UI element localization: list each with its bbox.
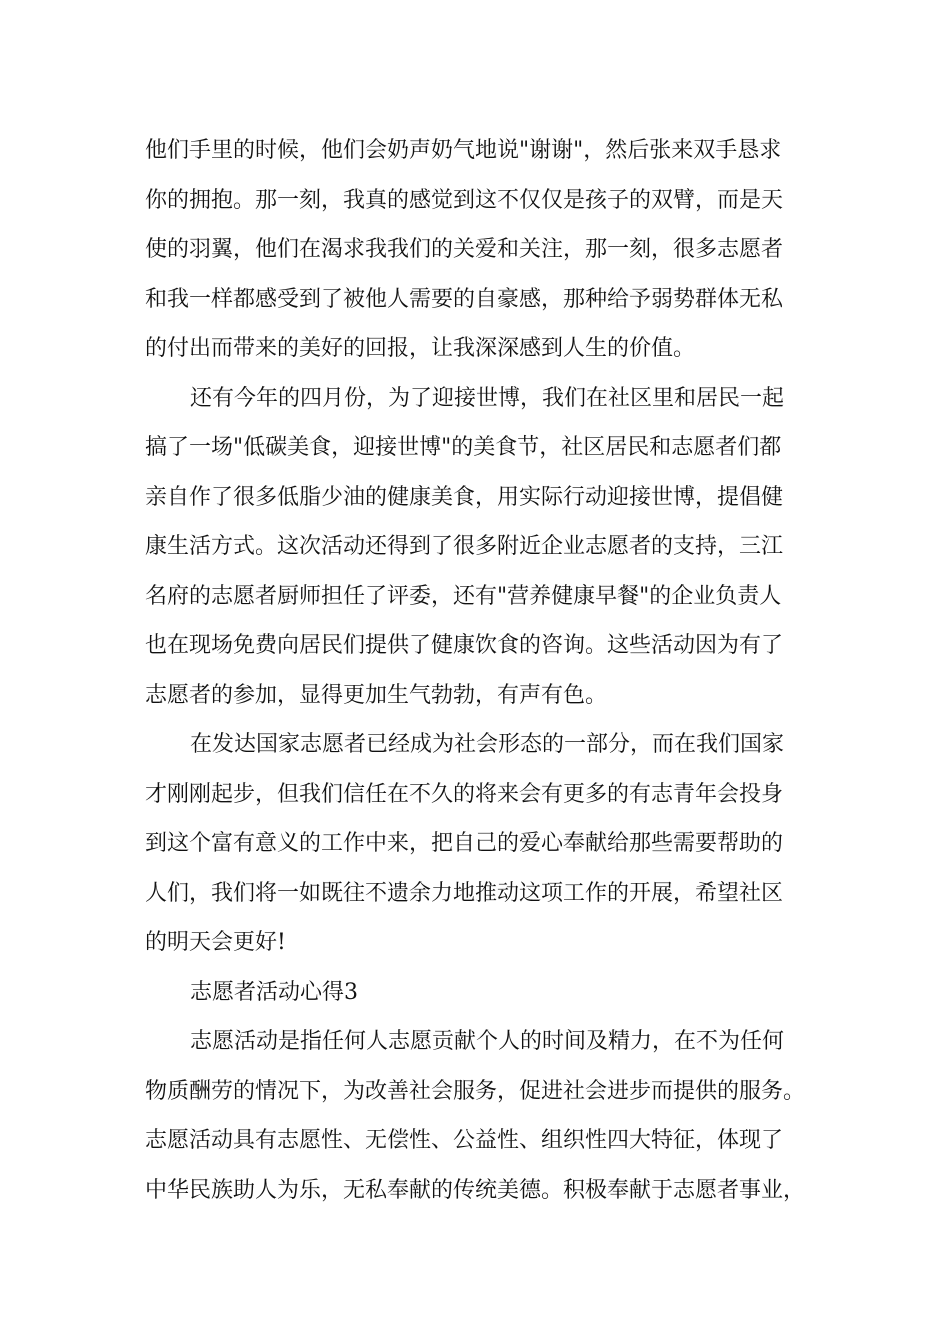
paragraph-volunteer-definition — [145, 1017, 830, 1215]
text-line: 他们手里的时候，他们会奶声奶气地说"谢谢"，然后张来双手恳求 — [145, 138, 782, 163]
text-line: 志愿活动是指任何人志愿贡献个人的时间及精力，在不为任何 — [190, 1029, 785, 1054]
paragraph-developed-countries — [145, 720, 830, 968]
text-line: 你的拥抱。那一刻，我真的感觉到这不仅仅是孩子的双臂，而是天 — [145, 187, 784, 213]
text-line: 还有今年的四月份，为了迎接世博，我们在社区里和居民一起 — [190, 385, 785, 411]
text-line: 人们，我们将一如既往不遗余力地推动这项工作的开展，希望社区 — [145, 880, 784, 906]
text-line: 的付出而带来的美好的回报，让我深深感到人生的价值。 — [145, 336, 696, 361]
text-line: 志愿者的参加，显得更加生气勃勃，有声有色。 — [145, 682, 608, 708]
text-line: 也在现场免费向居民们提供了健康饮食的咨询。这些活动因为有了 — [145, 633, 784, 658]
text-line: 物质酬劳的情况下，为改善社会服务，促进社会进步而提供的服务。 — [145, 1078, 806, 1104]
text-line: 到这个富有意义的工作中来，把自己的爱心奉献给那些需要帮助的 — [145, 831, 784, 856]
paragraph-world-expo-food-festival — [145, 374, 830, 721]
text-line: 亲自作了很多低脂少油的健康美食，用实际行动迎接世博，提倡健 — [145, 484, 784, 510]
section-title: 志愿者活动心得3 — [190, 979, 358, 1005]
text-line: 才刚刚起步，但我们信任在不久的将来会有更多的有志青年会投身 — [145, 781, 784, 807]
text-line: 名府的志愿者厨师担任了评委，还有"营养健康早餐"的企业负责人 — [145, 583, 782, 609]
section-heading — [145, 968, 830, 1018]
text-line: 搞了一场"低碳美食，迎接世博"的美食节，社区居民和志愿者们都 — [145, 435, 782, 460]
text-line: 的明天会更好! — [145, 930, 286, 955]
text-line: 在发达国家志愿者已经成为社会形态的一部分，而在我们国家 — [190, 732, 785, 757]
document-body — [145, 126, 830, 1215]
paragraph-continuation — [145, 126, 830, 374]
text-line: 使的羽翼，他们在渴求我我们的关爱和关注，那一刻，很多志愿者 — [145, 237, 784, 262]
text-line: 志愿活动具有志愿性、无偿性、公益性、组织性四大特征，体现了 — [145, 1128, 784, 1153]
text-line: 康生活方式。这次活动还得到了很多附近企业志愿者的支持，三江 — [145, 534, 784, 559]
text-line: 中华民族助人为乐，无私奉献的传统美德。积极奉献于志愿者事业， — [145, 1177, 806, 1203]
text-line: 和我一样都感受到了被他人需要的自豪感，那种给予弱势群体无私 — [145, 286, 784, 312]
